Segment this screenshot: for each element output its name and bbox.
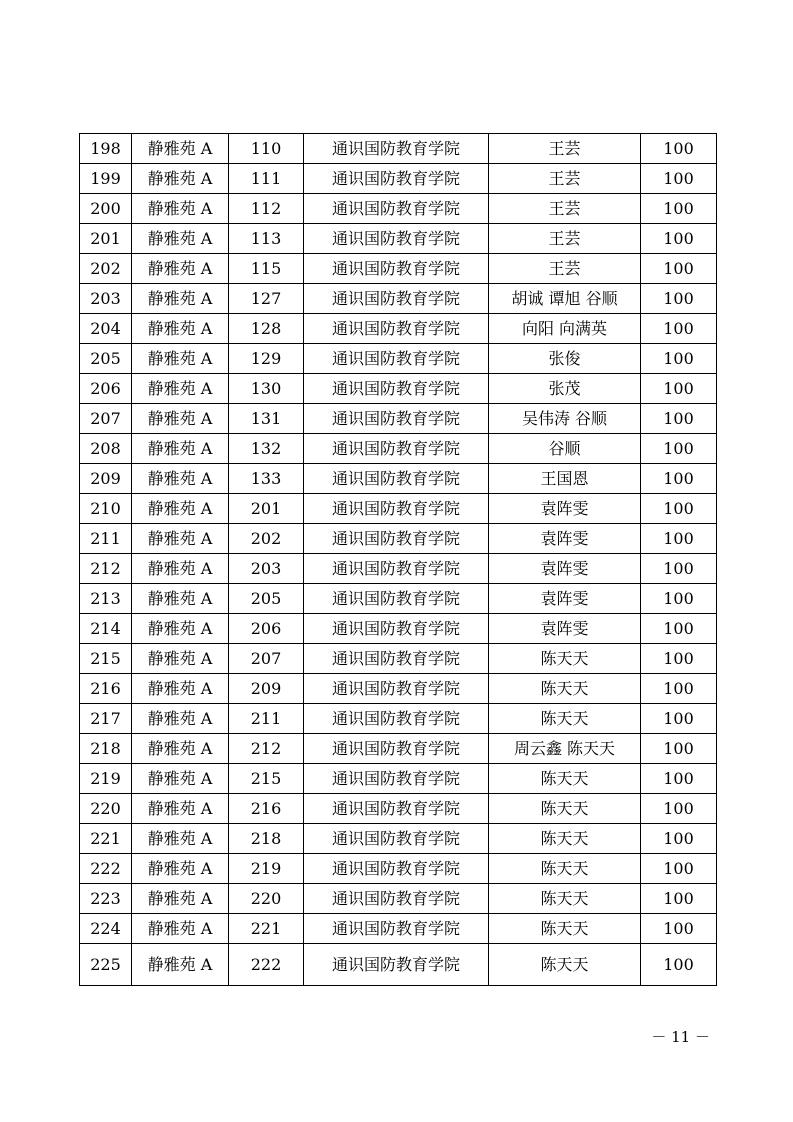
room-cell: 201 [229,494,304,524]
index-cell: 215 [80,644,132,674]
college-cell: 通识国防教育学院 [304,284,489,314]
college-cell: 通识国防教育学院 [304,554,489,584]
table-row [80,884,717,914]
score-cell: 100 [641,494,717,524]
building-cell: 静雅苑 A [132,284,229,314]
table-row [80,524,717,554]
table-row [80,704,717,734]
counselor-cell: 袁阵雯 [489,494,641,524]
index-cell: 201 [80,224,132,254]
college-cell: 通识国防教育学院 [304,614,489,644]
building-cell: 静雅苑 A [132,374,229,404]
college-cell: 通识国防教育学院 [304,194,489,224]
score-cell: 100 [641,614,717,644]
score-cell: 100 [641,884,717,914]
room-cell: 215 [229,764,304,794]
counselor-cell: 张茂 [489,374,641,404]
building-cell: 静雅苑 A [132,644,229,674]
counselor-cell: 谷顺 [489,434,641,464]
room-cell: 220 [229,884,304,914]
room-cell: 127 [229,284,304,314]
score-cell: 100 [641,824,717,854]
score-cell: 100 [641,284,717,314]
college-cell: 通识国防教育学院 [304,254,489,284]
college-cell: 通识国防教育学院 [304,794,489,824]
score-cell: 100 [641,404,717,434]
college-cell: 通识国防教育学院 [304,314,489,344]
room-cell: 205 [229,584,304,614]
room-cell: 222 [229,944,304,986]
building-cell: 静雅苑 A [132,434,229,464]
college-cell: 通识国防教育学院 [304,404,489,434]
college-cell: 通识国防教育学院 [304,494,489,524]
room-cell: 221 [229,914,304,944]
room-cell: 211 [229,704,304,734]
score-cell: 100 [641,914,717,944]
building-cell: 静雅苑 A [132,554,229,584]
table-row [80,734,717,764]
counselor-cell: 陈天天 [489,704,641,734]
index-cell: 214 [80,614,132,644]
index-cell: 205 [80,344,132,374]
room-cell: 113 [229,224,304,254]
table-row [80,194,717,224]
index-cell: 225 [80,944,132,986]
building-cell: 静雅苑 A [132,584,229,614]
index-cell: 207 [80,404,132,434]
table-row [80,914,717,944]
table-row [80,674,717,704]
college-cell: 通识国防教育学院 [304,584,489,614]
page-number: － 11 － [651,1028,710,1046]
table-row [80,464,717,494]
room-cell: 219 [229,854,304,884]
score-cell: 100 [641,524,717,554]
counselor-cell: 陈天天 [489,764,641,794]
room-cell: 212 [229,734,304,764]
table-row [80,164,717,194]
college-cell: 通识国防教育学院 [304,914,489,944]
index-cell: 221 [80,824,132,854]
table-row [80,764,717,794]
score-cell: 100 [641,194,717,224]
index-cell: 220 [80,794,132,824]
room-cell: 206 [229,614,304,644]
table-row [80,494,717,524]
room-cell: 216 [229,794,304,824]
table-row [80,314,717,344]
room-cell: 207 [229,644,304,674]
index-cell: 199 [80,164,132,194]
score-cell: 100 [641,584,717,614]
building-cell: 静雅苑 A [132,854,229,884]
room-cell: 203 [229,554,304,584]
counselor-cell: 吴伟涛 谷顺 [489,404,641,434]
college-cell: 通识国防教育学院 [304,134,489,164]
building-cell: 静雅苑 A [132,794,229,824]
score-cell: 100 [641,674,717,704]
index-cell: 206 [80,374,132,404]
building-cell: 静雅苑 A [132,404,229,434]
room-cell: 131 [229,404,304,434]
score-cell: 100 [641,794,717,824]
counselor-cell: 周云鑫 陈天天 [489,734,641,764]
score-cell: 100 [641,944,717,986]
table-row [80,644,717,674]
index-cell: 216 [80,674,132,704]
counselor-cell: 袁阵雯 [489,584,641,614]
building-cell: 静雅苑 A [132,614,229,644]
college-cell: 通识国防教育学院 [304,704,489,734]
college-cell: 通识国防教育学院 [304,344,489,374]
score-cell: 100 [641,134,717,164]
index-cell: 200 [80,194,132,224]
index-cell: 224 [80,914,132,944]
room-cell: 129 [229,344,304,374]
building-cell: 静雅苑 A [132,524,229,554]
college-cell: 通识国防教育学院 [304,524,489,554]
index-cell: 208 [80,434,132,464]
college-cell: 通识国防教育学院 [304,824,489,854]
building-cell: 静雅苑 A [132,344,229,374]
counselor-cell: 陈天天 [489,884,641,914]
building-cell: 静雅苑 A [132,464,229,494]
counselor-cell: 王芸 [489,134,641,164]
room-cell: 132 [229,434,304,464]
counselor-cell: 陈天天 [489,674,641,704]
score-cell: 100 [641,704,717,734]
score-cell: 100 [641,434,717,464]
building-cell: 静雅苑 A [132,494,229,524]
room-cell: 128 [229,314,304,344]
table-body [80,134,717,986]
college-cell: 通识国防教育学院 [304,644,489,674]
index-cell: 219 [80,764,132,794]
index-cell: 217 [80,704,132,734]
room-cell: 202 [229,524,304,554]
counselor-cell: 袁阵雯 [489,524,641,554]
index-cell: 203 [80,284,132,314]
counselor-cell: 向阳 向满英 [489,314,641,344]
counselor-cell: 陈天天 [489,644,641,674]
counselor-cell: 王芸 [489,254,641,284]
college-cell: 通识国防教育学院 [304,734,489,764]
score-cell: 100 [641,644,717,674]
table-row [80,134,717,164]
table-row [80,284,717,314]
score-cell: 100 [641,314,717,344]
score-cell: 100 [641,554,717,584]
room-cell: 111 [229,164,304,194]
building-cell: 静雅苑 A [132,764,229,794]
index-cell: 202 [80,254,132,284]
building-cell: 静雅苑 A [132,914,229,944]
building-cell: 静雅苑 A [132,824,229,854]
room-cell: 115 [229,254,304,284]
counselor-cell: 陈天天 [489,914,641,944]
college-cell: 通识国防教育学院 [304,434,489,464]
index-cell: 204 [80,314,132,344]
index-cell: 211 [80,524,132,554]
building-cell: 静雅苑 A [132,674,229,704]
building-cell: 静雅苑 A [132,884,229,914]
counselor-cell: 王国恩 [489,464,641,494]
building-cell: 静雅苑 A [132,734,229,764]
counselor-cell: 王芸 [489,194,641,224]
table-row [80,584,717,614]
room-cell: 133 [229,464,304,494]
index-cell: 223 [80,884,132,914]
dormitory-score-table [79,133,717,986]
index-cell: 212 [80,554,132,584]
college-cell: 通识国防教育学院 [304,374,489,404]
score-cell: 100 [641,854,717,884]
college-cell: 通识国防教育学院 [304,164,489,194]
table-row [80,944,717,986]
college-cell: 通识国防教育学院 [304,464,489,494]
counselor-cell: 王芸 [489,164,641,194]
building-cell: 静雅苑 A [132,254,229,284]
college-cell: 通识国防教育学院 [304,854,489,884]
table-row [80,554,717,584]
index-cell: 209 [80,464,132,494]
room-cell: 130 [229,374,304,404]
room-cell: 112 [229,194,304,224]
building-cell: 静雅苑 A [132,134,229,164]
building-cell: 静雅苑 A [132,224,229,254]
score-cell: 100 [641,734,717,764]
counselor-cell: 陈天天 [489,944,641,986]
score-cell: 100 [641,374,717,404]
college-cell: 通识国防教育学院 [304,944,489,986]
college-cell: 通识国防教育学院 [304,224,489,254]
score-cell: 100 [641,254,717,284]
room-cell: 209 [229,674,304,704]
index-cell: 210 [80,494,132,524]
index-cell: 213 [80,584,132,614]
counselor-cell: 胡诚 谭旭 谷顺 [489,284,641,314]
table-row [80,614,717,644]
table-row [80,794,717,824]
building-cell: 静雅苑 A [132,164,229,194]
college-cell: 通识国防教育学院 [304,674,489,704]
table-row [80,824,717,854]
building-cell: 静雅苑 A [132,314,229,344]
score-cell: 100 [641,224,717,254]
table-row [80,374,717,404]
table-row [80,404,717,434]
counselor-cell: 袁阵雯 [489,554,641,584]
index-cell: 198 [80,134,132,164]
counselor-cell: 陈天天 [489,854,641,884]
counselor-cell: 陈天天 [489,824,641,854]
counselor-cell: 陈天天 [489,794,641,824]
index-cell: 218 [80,734,132,764]
score-cell: 100 [641,464,717,494]
college-cell: 通识国防教育学院 [304,764,489,794]
room-cell: 218 [229,824,304,854]
counselor-cell: 王芸 [489,224,641,254]
building-cell: 静雅苑 A [132,944,229,986]
table-row [80,254,717,284]
counselor-cell: 张俊 [489,344,641,374]
counselor-cell: 袁阵雯 [489,614,641,644]
table-row [80,224,717,254]
table-row [80,344,717,374]
room-cell: 110 [229,134,304,164]
score-cell: 100 [641,764,717,794]
index-cell: 222 [80,854,132,884]
building-cell: 静雅苑 A [132,194,229,224]
building-cell: 静雅苑 A [132,704,229,734]
table-row [80,854,717,884]
college-cell: 通识国防教育学院 [304,884,489,914]
score-cell: 100 [641,344,717,374]
table-row [80,434,717,464]
score-cell: 100 [641,164,717,194]
